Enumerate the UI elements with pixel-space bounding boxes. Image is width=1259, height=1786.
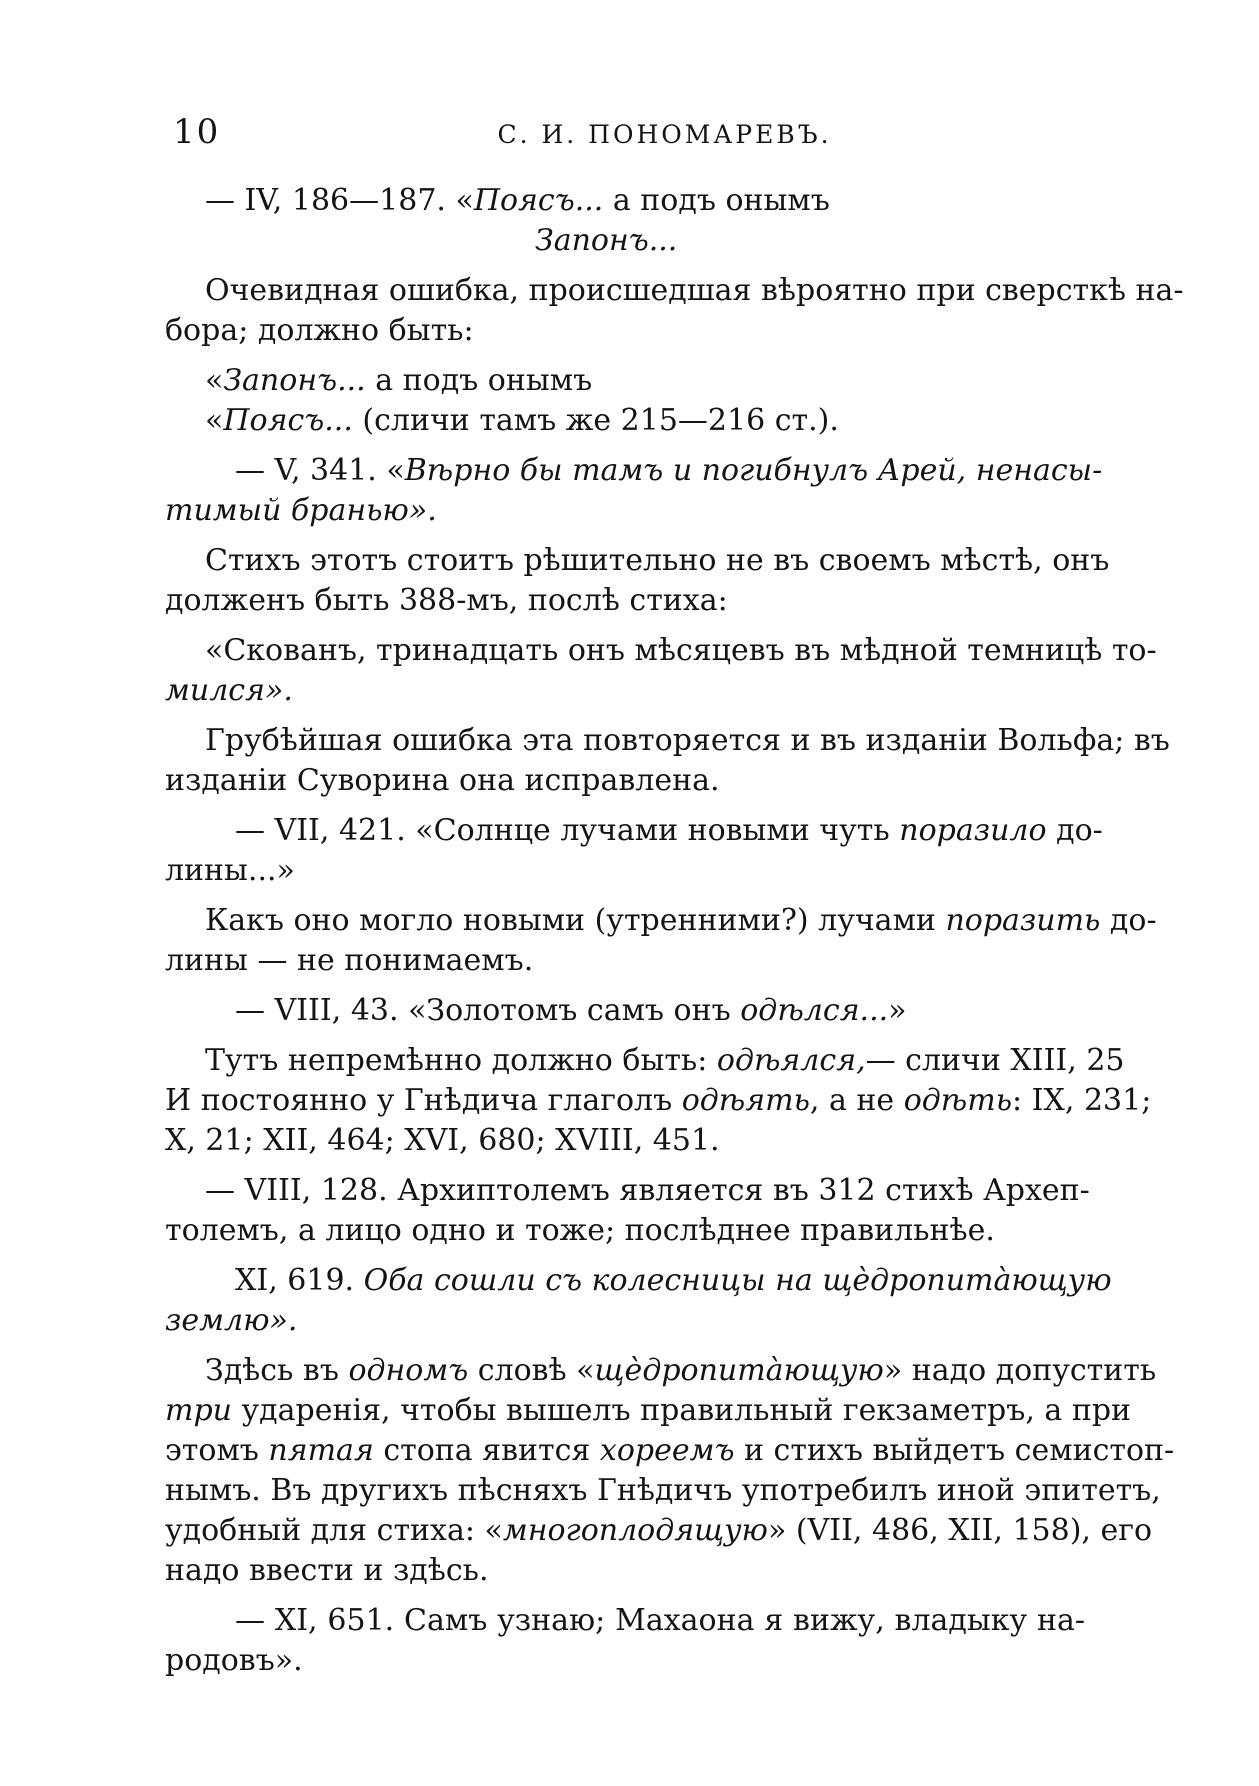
italic-run: одѣть — [903, 1083, 1013, 1118]
text-line — [165, 490, 1085, 530]
italic-run: пятая — [268, 1433, 374, 1468]
text-line: — XI, 651. Самъ узнаю; Махаона я вижу, владыку на- — [235, 1603, 1085, 1638]
italic-run: Поясъ... — [223, 403, 353, 438]
paragraph-commentary — [165, 1350, 1175, 1590]
running-title: С. И. ПОНОМАРЕВЪ. — [497, 120, 832, 149]
paragraph-iv-186 — [165, 180, 1085, 260]
text-line: «Поясъ... (сличи тамъ же 215—216 ст.). — [205, 403, 839, 438]
italic-run: Запонъ... — [223, 363, 366, 398]
text-line — [165, 670, 1085, 710]
quote-correction — [165, 360, 1085, 440]
text-line: надо ввести и здѣсь. — [165, 1553, 489, 1588]
page-number: 10 — [173, 112, 221, 152]
italic-run: три — [165, 1393, 232, 1428]
quote-verse — [165, 630, 1157, 710]
paragraph-vii-421 — [165, 810, 1103, 890]
text-line: Стихъ этотъ стоитъ рѣшительно не въ своемъ мѣстѣ, онъ — [205, 543, 1110, 578]
text-line: бора; должно быть: — [165, 313, 474, 348]
italic-run: Запонъ... — [535, 223, 678, 258]
text-line: этомъ пятая стопа явится хореемъ и стихъ выйдетъ семистоп- — [165, 1433, 1175, 1468]
paragraph-viii-43 — [165, 990, 1085, 1030]
italic-run: поразило — [899, 813, 1047, 848]
text-line — [165, 1300, 1085, 1340]
italic-run: щѐдропитàющую — [594, 1353, 884, 1388]
text-line: И постоянно у Гнѣдича глаголъ одѣять, а не одѣть: IX, 231; — [165, 1083, 1152, 1118]
italic-run: одѣлся... — [740, 993, 889, 1028]
text-line: нымъ. Въ другихъ пѣсняхъ Гнѣдичъ употребилъ иной эпитетъ, — [165, 1473, 1161, 1508]
page-header — [0, 0, 1259, 150]
italic-run: Поясъ... — [473, 183, 604, 218]
text-line: «Скованъ, тринадцать онъ мѣсяцевъ въ мѣдной темницѣ то- — [205, 633, 1157, 668]
italic-run: Вѣрно бы тамъ и погибнулъ Арей, ненасы- — [404, 453, 1103, 488]
paragraph-commentary — [165, 900, 1157, 980]
text-line: Очевидная ошибка, происшедшая вѣроятно при сверсткѣ на- — [205, 273, 1184, 308]
text-line: лины — не понимаемъ. — [165, 943, 534, 978]
text-line: — VII, 421. «Солнце лучами новыми чуть поразило до- — [235, 813, 1103, 848]
text-line: долженъ быть 388-мъ, послѣ стиха: — [165, 583, 728, 618]
text-line: изданіи Суворина она исправлена. — [165, 763, 720, 798]
text-line: — V, 341. «Вѣрно бы тамъ и погибнулъ Арей, ненасы- — [235, 453, 1103, 488]
italic-run: землю». — [165, 1303, 298, 1338]
paragraph-viii-128 — [165, 1170, 1090, 1250]
text-line: удобный для стиха: «многоплодящую» (VII, 486, XII, 158), его — [165, 1513, 1153, 1548]
italic-run: поразить — [945, 903, 1101, 938]
text-line: X, 21; XII, 464; XVI, 680; XVIII, 451. — [165, 1123, 720, 1158]
paragraph-commentary — [165, 1040, 1152, 1160]
text-line: — VIII, 43. «Золотомъ самъ онъ одѣлся...» — [235, 993, 907, 1028]
text-line: три ударенія, чтобы вышелъ правильный гекзаметръ, а при — [165, 1393, 1132, 1428]
paragraph-commentary — [165, 540, 1110, 620]
text-line — [165, 220, 1085, 260]
paragraph-v-341 — [165, 450, 1103, 530]
text-line: родовъ». — [165, 1643, 303, 1678]
text-line: — IV, 186—187. «Поясъ... а подъ онымъ — [205, 183, 830, 218]
text-line: Тутъ непремѣнно должно быть: одѣялся,— сличи XIII, 25 — [205, 1043, 1125, 1078]
text-line: — VIII, 128. Архиптолемъ является въ 312 стихѣ Археп- — [205, 1173, 1090, 1208]
text-line: Какъ оно могло новыми (утренними?) лучами поразить до- — [205, 903, 1157, 938]
italic-run: мился». — [165, 673, 293, 708]
text-line: XI, 619. Оба сошли съ колесницы на щѐдропитàющую — [235, 1263, 1112, 1298]
italic-run: тимый бранью». — [165, 493, 437, 528]
text-line: Грубѣйшая ошибка эта повторяется и въ изданіи Вольфа; въ — [205, 723, 1170, 758]
paragraph-commentary — [165, 270, 1184, 350]
text-line: толемъ, а лицо одно и тоже; послѣднее правильнѣе. — [165, 1213, 995, 1248]
italic-run: одномъ — [348, 1353, 469, 1388]
italic-run: одѣялся, — [716, 1043, 866, 1078]
italic-run: хореемъ — [599, 1433, 735, 1468]
paragraph-xi-651 — [165, 1600, 1085, 1680]
italic-run: Оба сошли съ колесницы на щѐдропитàющую — [363, 1263, 1112, 1298]
italic-run: многоплодящую — [502, 1513, 768, 1548]
page-body — [165, 180, 1184, 1680]
text-line: лины...» — [165, 853, 295, 888]
paragraph-xi-619 — [165, 1260, 1112, 1340]
italic-run: одѣять — [681, 1083, 810, 1118]
paragraph-commentary — [165, 720, 1170, 800]
text-line: Здѣсь въ одномъ словѣ «щѐдропитàющую» надо допустить — [205, 1353, 1157, 1388]
text-line: «Запонъ... а подъ онымъ — [205, 363, 593, 398]
